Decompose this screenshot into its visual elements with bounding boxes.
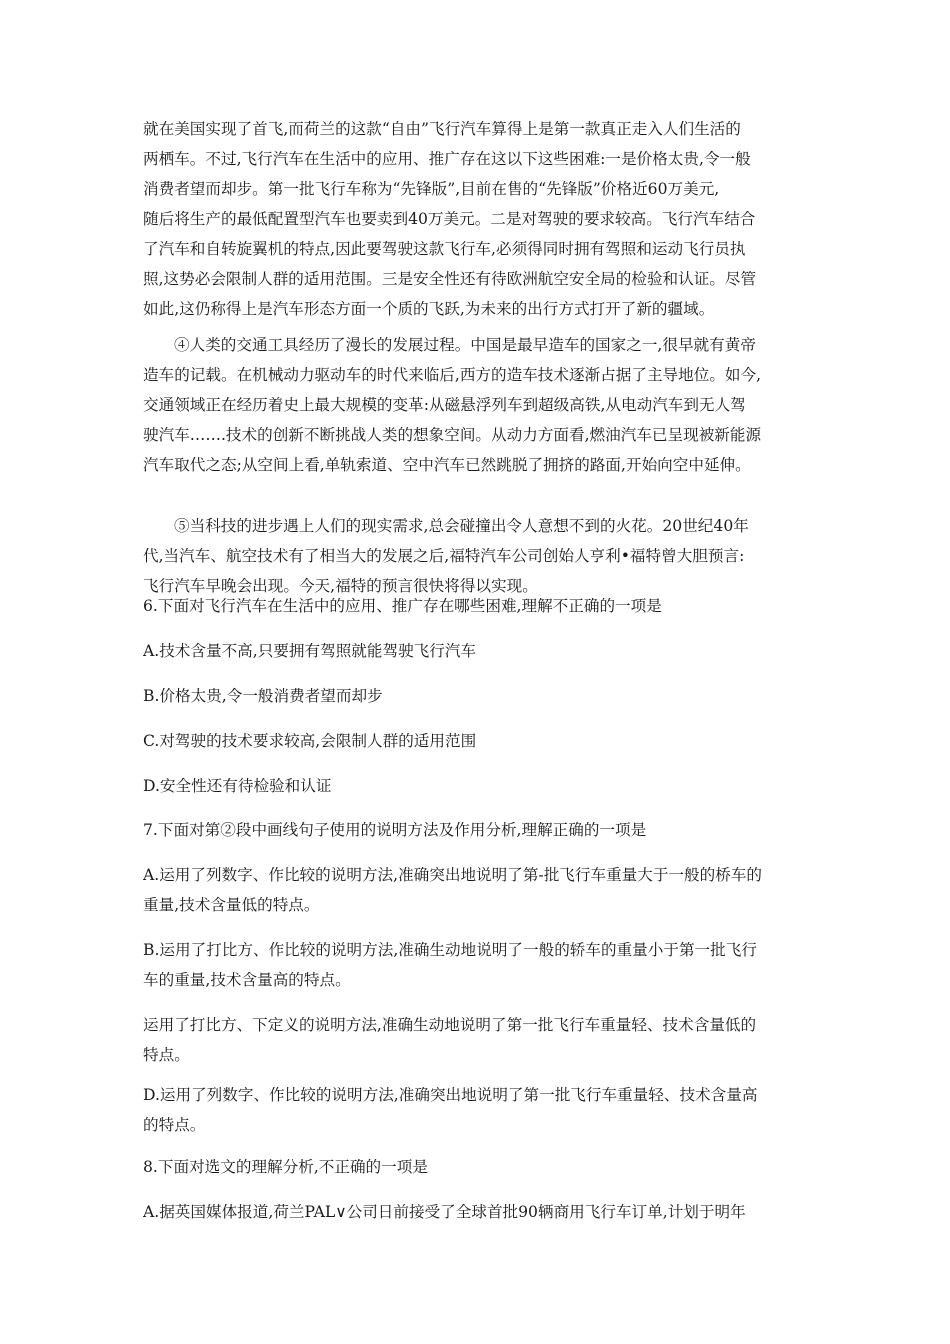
text-line: 了汽车和自转旋翼机的特点,因此要驾驶这款飞行车,必须得同时拥有驾照和运动飞行员执	[143, 240, 746, 258]
text-line: 代,当汽车、航空技术有了相当大的发展之后,福特汽车公司创始人亨利•福特曾大胆预言:	[143, 547, 745, 565]
paragraph-3-continuation	[143, 114, 813, 324]
question-7-option-c-line1: 运用了打比方、下定义的说明方法,准确生动地说明了第一批飞行车重量轻、技术含量低的	[143, 1016, 757, 1034]
question-7-option-a-line1: A.运用了列数字、作比较的说明方法,准确突出地说明了第-批飞行车重量大于一般的桥车的	[143, 866, 763, 884]
question-7-stem: 7.下面对第②段中画线句子使用的说明方法及作用分析,理解正确的一项是	[143, 821, 647, 839]
question-8-stem: 8.下面对选文的理解分析,不正确的一项是	[143, 1158, 428, 1176]
question-7-option-b-line1: B.运用了打比方、作比较的说明方法,准确生动地说明了一般的轿车的重量小于第一批飞行	[143, 941, 757, 959]
question-6-option-d: D.安全性还有待检验和认证	[143, 777, 332, 795]
question-7-option-d-line1: D.运用了列数字、作比较的说明方法,准确突出地说明了第一批飞行车重量轻、技术含量高	[143, 1086, 758, 1104]
question-6-stem: 6.下面对飞行汽车在生活中的应用、推广存在哪些困难,理解不正确的一项是	[143, 597, 662, 615]
question-6-option-c: C.对驾驶的技术要求较高,会限制人群的适用范围	[143, 732, 477, 750]
question-7-option-b-line2: 车的重量,技术含量高的特点。	[143, 971, 351, 989]
paragraph-5	[143, 511, 813, 601]
question-7-option-d-line2: 的特点。	[143, 1116, 206, 1134]
question-7-option-c-line2: 特点。	[143, 1046, 190, 1064]
question-7-option-a-line2: 重量,技术含量低的特点。	[143, 896, 320, 914]
text-line: 照,这势必会限制人群的适用范围。三是安全性还有待欧洲航空安全局的检验和认证。尽管	[143, 270, 757, 288]
text-line: ④人类的交通工具经历了漫长的发展过程。中国是最早造车的国家之一,很早就有黄帝	[174, 336, 756, 354]
text-line: 驶汽车…….技术的创新不断挑战人类的想象空间。从动力方面看,燃油汽车已呈现被新能源	[143, 426, 762, 444]
text-line: 飞行汽车早晚会出现。今天,福特的预言很快将得以实现。	[143, 577, 538, 595]
question-6-option-b: B.价格太贵,令一般消费者望而却步	[143, 687, 383, 705]
text-line: 造车的记载。在机械动力驱动车的时代来临后,西方的造车技术逐渐占据了主导地位。如今,	[143, 366, 762, 384]
text-line: 汽车取代之态;从空间上看,单轨索道、空中汽车已然跳脱了拥挤的路面,开始向空中延伸。	[143, 456, 751, 474]
question-8-option-a: A.据英国媒体报道,荷兰PAL∨公司日前接受了全球首批90辆商用飞行车订单,计划于明年	[143, 1203, 746, 1221]
text-line: 如此,这仍称得上是汽车形态方面一个质的飞跃,为未来的出行方式打开了新的疆域。	[143, 300, 715, 318]
text-line: 交通领域正在经历着史上最大规模的变革:从磁悬浮列车到超级高铁,从电动汽车到无人驾	[143, 396, 746, 414]
question-6-option-a: A.技术含量不高,只要拥有驾照就能驾驶飞行汽车	[143, 642, 477, 660]
text-line: 两栖车。不过,飞行汽车在生活中的应用、推广存在这以下这些困难:一是价格太贵,令一般	[143, 150, 751, 168]
text-line: 消费者望而却步。第一批飞行车称为“先锋版”,目前在售的“先锋版”价格近60万美元,	[143, 180, 720, 198]
text-line: 随后将生产的最低配置型汽车也要卖到40万美元。二是对驾驶的要求较高。飞行汽车结合	[143, 210, 756, 228]
paragraph-4	[143, 330, 813, 480]
text-line: ⑤当科技的进步遇上人们的现实需求,总会碰撞出令人意想不到的火花。20世纪40年	[174, 517, 749, 535]
text-line: 就在美国实现了首飞,而荷兰的这款“自由”飞行汽车算得上是第一款真正走入人们生活的	[143, 120, 741, 138]
